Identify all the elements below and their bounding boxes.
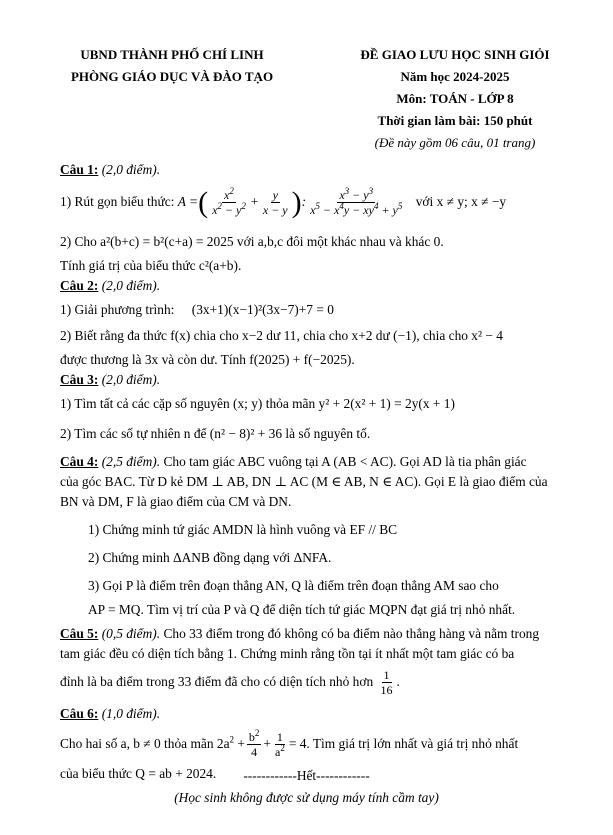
- q4-points: (2,5 điểm).: [101, 454, 161, 469]
- header-right: [330, 44, 580, 154]
- q4-part1: 1) Chứng minh tứ giác AMDN là hình vuông và EF // BC: [88, 522, 398, 537]
- q4-intro: [60, 452, 570, 472]
- school-year: Năm học 2024-2025: [400, 69, 510, 84]
- q5-intro: [60, 624, 570, 644]
- q4-text3: BN và DM, F là giao điểm của CM và DN.: [60, 494, 292, 509]
- exam-note: (Đề này gồm 06 câu, 01 trang): [374, 135, 536, 150]
- q5-line3: đỉnh là ba điểm trong 33 điểm đã cho có diện tích nhỏ hơn $\frac{1}{16}$ .: [60, 668, 400, 698]
- header-left: [52, 44, 292, 88]
- q5-frac-num: 1: [383, 668, 390, 683]
- q2-part2: 2) Biết rằng đa thức f(x) chia cho x−2 dư 11, chia cho x+2 dư (−1), chia cho x² − 4: [60, 328, 503, 343]
- footer-note: (Học sinh không được sử dụng máy tính cầm tay): [174, 790, 439, 805]
- q6-condition: $2a^2$ + $\frac{b^2}{4}$ + $\frac{1}{a^2}$ = 4: [216, 728, 307, 760]
- q4-part2: 2) Chứng minh ΔANB đồng dạng với ΔNFA.: [88, 550, 332, 565]
- q3-title: Câu 3:: [60, 372, 99, 387]
- q4-text2: của góc BAC. Từ D kẻ DM ⊥ AB, DN ⊥ AC (M ∈ AB, N ∈ AC). Gọi E là giao điểm của: [60, 474, 548, 489]
- q1-expression: A =( $\frac{x^2}{x^2 - y^2}$ + $\frac{y}{x - y}$ ): $\frac{x^3 - y^3}{x^5 - x^4y - xy^4 + y^5}$: [177, 185, 403, 219]
- q6-text1-lead: Cho hai số a, b ≠ 0 thỏa mãn: [60, 736, 214, 751]
- time-limit: Thời gian làm bài: 150 phút: [377, 113, 533, 128]
- q6-line1: [60, 724, 570, 764]
- q1-part2b: Tính giá trị của biểu thức c²(a+b).: [60, 258, 242, 273]
- q4-text1: Cho tam giác ABC vuông tại A (AB < AC). Gọi AD là tia phân giác: [163, 454, 527, 469]
- q3-heading: [60, 370, 570, 390]
- q5-text3: đỉnh là ba điểm trong 33 điểm đã cho có diện tích nhỏ hơn: [60, 674, 374, 689]
- department-name: PHÒNG GIÁO DỤC VÀ ĐÀO TẠO: [70, 69, 274, 84]
- q1-condition: với x ≠ y; x ≠ −y: [415, 194, 507, 209]
- q6-text1-tail: . Tìm giá trị lớn nhất và giá trị nhỏ nhất: [306, 736, 519, 751]
- q5-fraction: [379, 668, 395, 697]
- q4-part3: 3) Gọi P là điểm trên đoạn thẳng AN, Q là điểm trên đoạn thẳng AM sao cho: [88, 578, 499, 593]
- subject: Môn: TOÁN - LỚP 8: [396, 91, 514, 106]
- exam-title: ĐỀ GIAO LƯU HỌC SINH GIỎI: [360, 47, 550, 62]
- q1-heading: [60, 160, 570, 180]
- q2-part2b: được thương là 3x và còn dư. Tính f(2025) + f(−2025).: [60, 352, 355, 367]
- q5-points: (0,5 điểm).: [101, 626, 161, 641]
- q4-title: Câu 4:: [60, 454, 99, 469]
- q6-points: (1,0 điểm).: [101, 706, 161, 721]
- authority-name: UBND THÀNH PHỐ CHÍ LINH: [80, 47, 264, 62]
- q3-part2: 2) Tìm các số tự nhiên n để (n² − 8)² + 36 là số nguyên tố.: [60, 426, 371, 441]
- q1-points: (2,0 điểm).: [101, 162, 161, 177]
- q2-title: Câu 2:: [60, 278, 99, 293]
- q6-text2: của biểu thức Q = ab + 2024.: [60, 766, 217, 781]
- q2-points: (2,0 điểm).: [101, 278, 161, 293]
- q5-frac-den: 16: [380, 683, 393, 698]
- q2-part1-lead: 1) Giải phương trình:: [60, 302, 175, 317]
- q1-part2: 2) Cho a²(b+c) = b²(c+a) = 2025 với a,b,c đôi một khác nhau và khác 0.: [60, 234, 444, 249]
- q3-part1: 1) Tìm tất cả các cặp số nguyên (x; y) thỏa mãn y² + 2(x² + 1) = 2y(x + 1): [60, 396, 455, 411]
- end-marker: ------------Hết------------: [243, 768, 370, 783]
- q1-part1: [60, 180, 570, 224]
- exam-content: [60, 160, 570, 784]
- q4-part3b: AP = MQ. Tìm vị trí của P và Q để diện tích tứ giác MQPN đạt giá trị nhỏ nhất.: [88, 602, 516, 617]
- q5-text1: Cho 33 điểm trong đó không có ba điểm nào thẳng hàng và nằm trong: [163, 626, 540, 641]
- q3-points: (2,0 điểm).: [101, 372, 161, 387]
- q1-title: Câu 1:: [60, 162, 99, 177]
- q2-heading: [60, 276, 570, 296]
- q6-title: Câu 6:: [60, 706, 99, 721]
- q1-part1-lead: 1) Rút gọn biểu thức:: [60, 194, 175, 209]
- q2-equation: (3x+1)(x−1)²(3x−7)+7 = 0: [191, 302, 334, 317]
- q5-title: Câu 5:: [60, 626, 99, 641]
- q5-text2: tam giác đều có diện tích bằng 1. Chứng minh rằng tồn tại ít nhất một tam giác có ba: [60, 646, 515, 661]
- q2-part1: [60, 300, 570, 320]
- q6-heading: [60, 704, 570, 724]
